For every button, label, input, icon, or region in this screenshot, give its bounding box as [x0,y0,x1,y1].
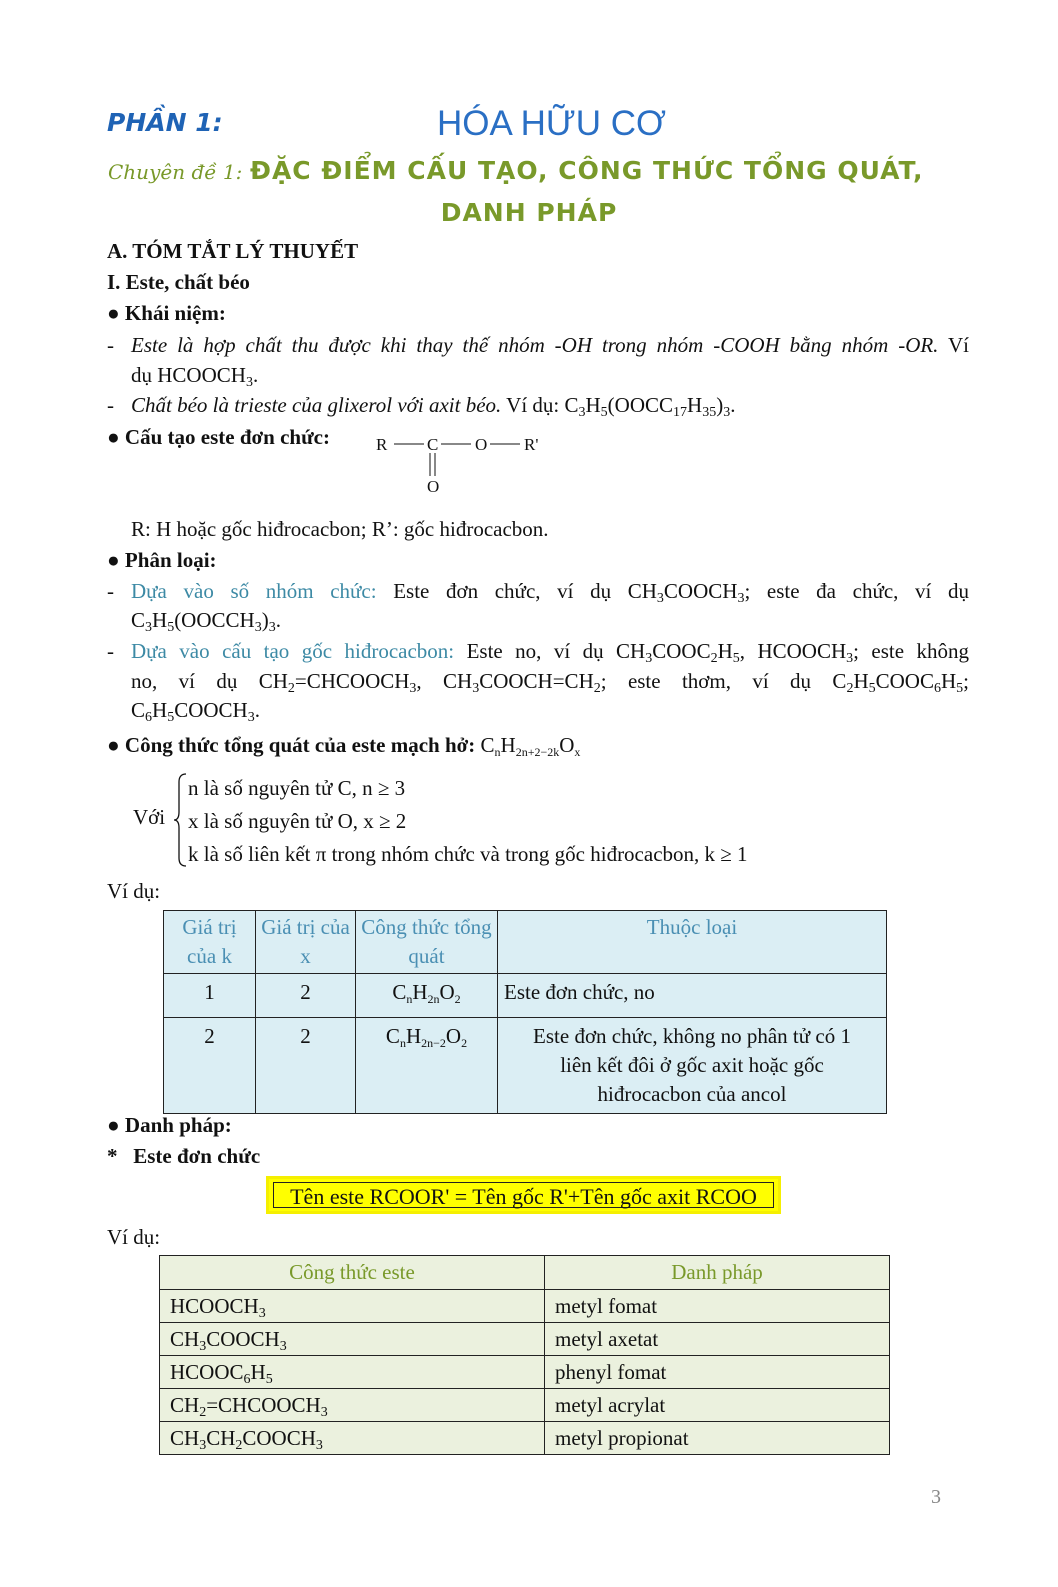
table-row: $CH_3CH_2COOCH_3$ metyl propionat [160,1422,890,1455]
definition-1: - Este là hợp chất thu được khi thay thế nhóm -OH trong nhóm -COOH bằng nhóm -OR. Ví [107,333,969,357]
naming-formula-box [266,1176,781,1214]
part-title: HÓA HỮU CƠ [436,104,667,143]
t2-header-formula: Công thức este [160,1256,545,1290]
brace [172,772,188,868]
general-formula-table [163,910,887,1114]
chapter-title-line2: DANH PHÁP [440,198,618,227]
classification-2-cont: no, ví dụ $CH_2=CHCOOCH_3$, $CH_3COOCH=CH_2$; este thơm, ví dụ $C_2H_5COOC_6H_5$; [131,669,969,696]
condition-n: n là số nguyên tử C, n ≥ 3 [188,776,406,800]
definition-2: - Chất béo là trieste của glixerol với axit béo. Ví dụ: $C_3H_5(OOCC_{17}H_{35})_3$. [107,393,736,420]
chapter-title-line1: ĐẶC ĐIỂM CẤU TẠO, CÔNG THỨC TỔNG QUÁT, [250,156,924,185]
khai-niem-heading: ● Khái niệm: [107,301,226,325]
struct-o2: O [427,477,440,496]
condition-x: x là số nguyên tử O, x ≥ 2 [188,809,407,833]
condition-k: k là số liên kết π trong nhóm chức và trong gốc hiđrocacbon, k ≥ 1 [188,842,748,866]
vi-du-2: Ví dụ: [107,1225,161,1249]
section-a-heading: A. TÓM TẮT LÝ THUYẾT [107,239,359,263]
table-row: $HCOOC_6H_5$ phenyl fomat [160,1356,890,1389]
t1-header-x: Giá trị của x [256,911,356,974]
chapter-label: Chuyên đề 1: [108,160,243,184]
table-row: 1 2 $C_nH_{2n}O_2$ Este đơn chức, no [164,974,887,1018]
t1-header-formula: Công thức tổng quát [356,911,498,974]
nomenclature-table [159,1255,890,1455]
classification-2-cont2: $C_6H_5COOCH_3$. [131,698,260,725]
r-note: R: H hoặc gốc hiđrocacbon; R’: gốc hiđrocacbon. [131,517,549,541]
ester-structure [370,428,550,500]
table-row: $CH_3COOCH_3$ metyl axetat [160,1323,890,1356]
struct-r2: R' [524,435,539,454]
classification-1: - Dựa vào số nhóm chức: Este đơn chức, ví dụ $CH_3COOCH_3$; este đa chức, ví dụ [107,579,970,606]
vi-du-1: Ví dụ: [107,879,161,903]
cau-tao-heading: ● Cấu tạo este đơn chức: [107,425,330,449]
definition-1-cont: dụ $HCOOCH_3$. [131,363,259,390]
general-formula-line: ● Công thức tổng quát của este mạch hở: $C_nH_{2n+2-2k}O_x$ [107,733,581,759]
section-i-heading: I. Este, chất béo [107,270,250,294]
este-don-chuc-heading: * Este đơn chức [107,1144,261,1168]
classification-2: - Dựa vào cấu tạo gốc hiđrocacbon: Este no, ví dụ $CH_3COOC_2H_5$, $HCOOCH_3$; este không [107,639,969,666]
struct-r: R [376,435,388,454]
voi-label: Với [133,805,166,829]
conditions [188,772,748,871]
struct-o: O [475,435,488,454]
t1-header-k: Giá trị của k [164,911,256,974]
t2-header-name: Danh pháp [545,1256,890,1290]
phan-loai-heading: ● Phân loại: [107,548,217,572]
classification-1-cont: $C_3H_5(OOCCH_3)_3$. [131,608,281,635]
naming-formula: Tên este RCOOR' = Tên gốc R'+Tên gốc axit RCOO [273,1182,774,1208]
table-row: $HCOOCH_3$ metyl fomat [160,1290,890,1323]
table-row: 2 2 $C_nH_{2n-2}O_2$ Este đơn chức, không no phân tử có 1 liên kết đôi ở gốc axit hoặc gốc hiđrocacbon của ancol [164,1018,887,1114]
table-row: $CH_2=CHCOOCH_3$ metyl acrylat [160,1389,890,1422]
t1-header-type: Thuộc loại [498,911,887,974]
danh-phap-heading: ● Danh pháp: [107,1113,232,1137]
part-label: PHẦN 1: [107,108,223,137]
page-number: 3 [931,1486,941,1508]
struct-c: C [427,435,439,454]
